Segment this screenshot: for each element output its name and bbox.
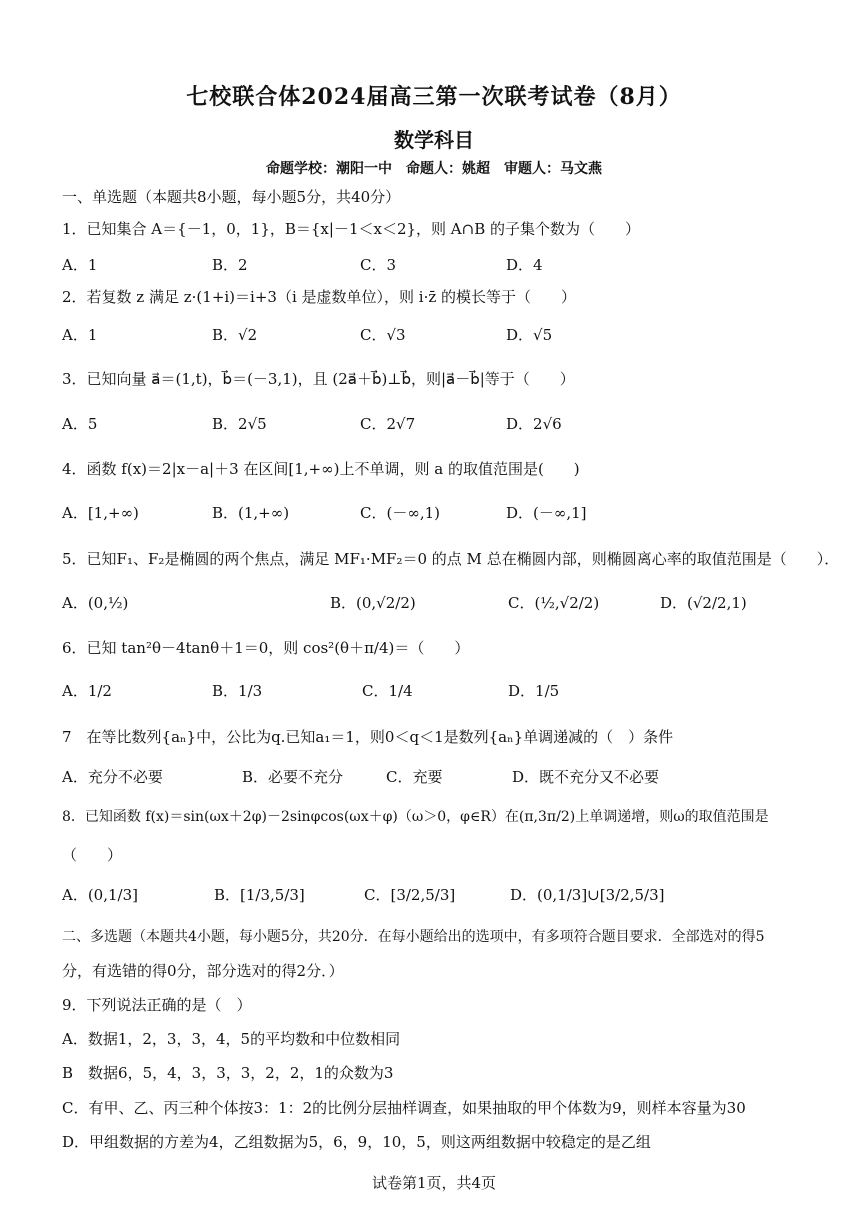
question-5-stem: 5．已知F₁、F₂是椭圆的两个焦点，满足 MF₁·MF₂＝0 的点 M 总在椭圆内部，则椭圆离心率的取值范围是（ ）．: [62, 550, 840, 568]
question-4-option-a: A．[1,+∞): [62, 504, 139, 522]
section2-heading-line1: 二、多选题（本题共4小题，每小题5分，共20分．在每小题给出的选项中，有多项符合题目要求．全部选对的得5: [62, 929, 765, 945]
question-9-stem: 9．下列说法正确的是（ ）: [62, 996, 252, 1014]
question-1-option-b: B．2: [212, 256, 248, 274]
question-7-option-a: A．充分不必要: [62, 768, 163, 786]
question-1-stem: 1．已知集合 A＝{－1，0，1}，B＝{x|－1＜x＜2}，则 A∩B 的子集个数为（ ）: [62, 220, 640, 238]
subject-title: 数学科目: [394, 128, 474, 152]
page-footer: 试卷第1页，共4页: [371, 1174, 497, 1192]
question-9-option-a: A．数据1，2，3，3，4，5的平均数和中位数相同: [62, 1030, 401, 1048]
question-8-option-c: C．[3/2,5/3]: [364, 886, 456, 904]
question-4-stem: 4．函数 f(x)＝2|x－a|＋3 在区间[1,+∞)上不单调，则 a 的取值范围是( ): [62, 460, 580, 478]
question-6-option-b: B．1/3: [212, 682, 263, 700]
question-9-option-c: C．有甲、乙、丙三种个体按3：1：2的比例分层抽样调查，如果抽取的甲个体数为9，则样本容量为30: [62, 1099, 746, 1117]
question-2-option-a: A．1: [62, 326, 98, 344]
question-5-option-c: C．(½,√2/2): [508, 594, 600, 612]
question-2-option-b: B．√2: [212, 326, 258, 344]
question-1-option-a: A．1: [62, 256, 98, 274]
question-3-option-c: C．2√7: [360, 415, 416, 433]
question-6-option-a: A．1/2: [62, 682, 112, 700]
question-4-option-d: D．(－∞,1]: [506, 504, 587, 522]
authors-line: 命题学校：潮阳一中 命题人：姚超 审题人：马文燕: [266, 161, 602, 177]
section2-heading-line2: 分，有选错的得0分，部分选对的得2分．）: [62, 962, 344, 980]
question-7-stem: 7 在等比数列{aₙ}中，公比为q.已知a₁＝1，则0＜q＜1是数列{aₙ}单调递减的（ ）条件: [62, 728, 674, 746]
question-8-stem-continued: （ ）: [62, 846, 123, 864]
question-6-option-d: D．1/5: [508, 682, 560, 700]
question-3-option-b: B．2√5: [212, 415, 267, 433]
section1-heading: 一、单选题（本题共8小题，每小题5分，共40分）: [62, 188, 401, 206]
question-4-option-c: C．(－∞,1): [360, 504, 440, 522]
question-8-option-b: B．[1/3,5/3]: [214, 886, 305, 904]
question-1-option-d: D．4: [506, 256, 543, 274]
question-9-option-b: B 数据6，5，4，3，3，3，2，2，1的众数为3: [62, 1064, 394, 1082]
question-5-option-b: B．(0,√2/2): [330, 594, 416, 612]
question-5-option-d: D．(√2/2,1): [660, 594, 747, 612]
question-4-option-b: B．(1,+∞): [212, 504, 290, 522]
question-3-option-d: D．2√6: [506, 415, 562, 433]
question-7-option-d: D．既不充分又不必要: [512, 768, 660, 786]
question-8-option-a: A．(0,1/3]: [62, 886, 138, 904]
question-7-option-c: C．充要: [386, 768, 443, 786]
exam-title: 七校联合体2024届高三第一次联考试卷（8月）: [186, 84, 682, 110]
question-7-option-b: B．必要不充分: [242, 768, 344, 786]
question-8-option-d: D．(0,1/3]∪[3/2,5/3]: [510, 886, 665, 904]
question-9-option-d: D．甲组数据的方差为4，乙组数据为5，6，9，10，5，则这两组数据中较稳定的是乙组: [62, 1133, 651, 1151]
question-6-option-c: C．1/4: [362, 682, 413, 700]
question-8-stem: 8．已知函数 f(x)＝sin(ωx＋2φ)－2sinφcos(ωx＋φ)（ω＞0，φ∈R）在(π,3π/2)上单调递增，则ω的取值范围是: [62, 809, 769, 825]
question-6-stem: 6．已知 tan²θ－4tanθ＋1＝0，则 cos²(θ＋π/4)＝（ ）: [62, 639, 470, 657]
question-2-option-c: C．√3: [360, 326, 406, 344]
question-3-option-a: A．5: [62, 415, 98, 433]
question-1-option-c: C．3: [360, 256, 397, 274]
question-2-option-d: D．√5: [506, 326, 553, 344]
question-3-stem: 3．已知向量 a⃗＝(1,t)，b⃗＝(－3,1)，且 (2a⃗＋b⃗)⊥b⃗，则|a⃗－b⃗|等于（ ）: [62, 370, 575, 388]
question-2-stem: 2．若复数 z 满足 z·(1+i)＝i+3（i 是虚数单位），则 i·z̄ 的模长等于（ ）: [62, 288, 577, 306]
question-5-option-a: A．(0,½): [62, 594, 129, 612]
